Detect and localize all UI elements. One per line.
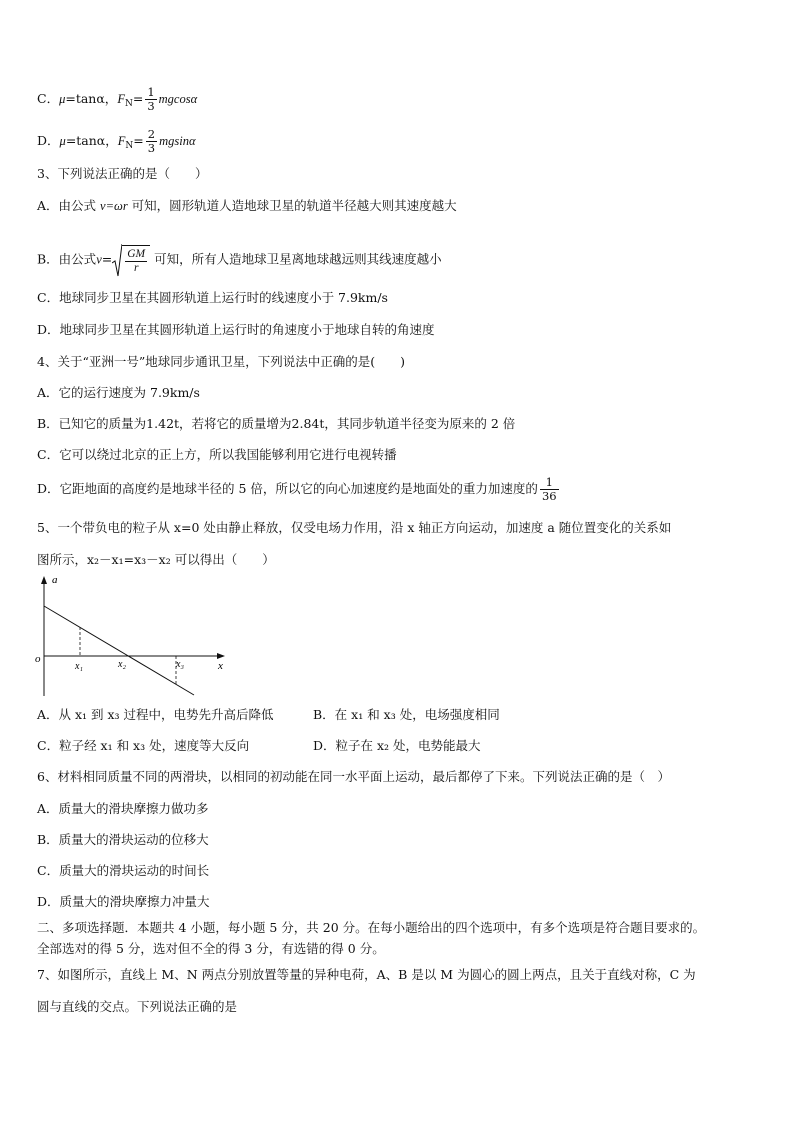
x3-label: x₃ bbox=[176, 659, 184, 670]
x1-label: x₁ bbox=[75, 661, 83, 672]
q3-stem: 3、下列说法正确的是（ ） bbox=[37, 166, 208, 181]
x-axis-arrow bbox=[217, 653, 225, 659]
q4-option-c: C．它可以绕过北京的正上方，所以我国能够利用它进行电视转播 bbox=[37, 447, 397, 462]
q5-option-a: A．从 x₁ 到 x₃ 过程中，电势先升高后降低 bbox=[37, 707, 274, 722]
q5-stem-line2: 图所示，x₂－x₁=x₃－x₂ 可以得出（ ） bbox=[37, 552, 275, 567]
q4-option-b: B．已知它的质量为1.42t，若将它的质量增为2.84t，其同步轨道半径变为原来的 2 倍 bbox=[37, 416, 516, 431]
q3-option-a: A．由公式 v=ωr 可知，圆形轨道人造地球卫星的轨道半径越大则其速度越大 bbox=[37, 198, 457, 213]
q3-option-d: D．地球同步卫星在其圆形轨道上运行时的角速度小于地球自转的角速度 bbox=[37, 322, 435, 337]
q5-options-row1 bbox=[37, 707, 500, 723]
q7-stem-line2: 圆与直线的交点。下列说法正确的是 bbox=[37, 999, 238, 1014]
section2-line1: 二、多项选择题．本题共 4 小题，每小题 5 分，共 20 分。在每小题给出的四个选项中，有多个选项是符合题目要求的。 bbox=[37, 920, 706, 935]
q6-stem: 6、材料相同质量不同的两滑块，以相同的初动能在同一水平面上运动，最后都停了下来。下列说法正确的是（ ） bbox=[37, 769, 670, 784]
q6-option-a: A．质量大的滑块摩擦力做功多 bbox=[37, 801, 209, 816]
q7-stem-line1: 7、如图所示，直线上 M、N 两点分别放置等量的异种电荷，A、B 是以 M 为圆心的圆上两点，且关于直线对称，C 为 bbox=[37, 967, 696, 982]
fraction-two-thirds: $\frac{2}{3}$ bbox=[147, 127, 156, 155]
q6-option-d: D．质量大的滑块摩擦力冲量大 bbox=[37, 894, 210, 909]
axis-x-label: x bbox=[218, 660, 223, 672]
q5-acceleration-graph bbox=[30, 574, 230, 699]
section2-line2: 全部选对的得 5 分，选对但不全的得 3 分，有选错的得 0 分。 bbox=[37, 941, 385, 956]
y-axis-arrow bbox=[41, 576, 47, 584]
q2-option-d: D．μ=tanα，$F_N=$ $\frac{2}{3}$ mgsinα bbox=[37, 127, 196, 155]
q5-option-d: D．粒子在 x₂ 处，电势能最大 bbox=[313, 738, 481, 753]
sqrt-gm-over-r: $\frac{GM}{r}$ bbox=[112, 243, 150, 277]
x2-label: x₂ bbox=[118, 659, 126, 670]
q6-option-c: C．质量大的滑块运动的时间长 bbox=[37, 863, 210, 878]
q4-stem: 4、关于“亚洲一号”地球同步通讯卫星，下列说法中正确的是( ) bbox=[37, 354, 405, 369]
q5-stem-line1: 5、一个带负电的粒子从 x=0 处由静止释放，仅受电场力作用，沿 x 轴正方向运动，加速度 a 随位置变化的关系如 bbox=[37, 520, 672, 535]
q3-option-c: C．地球同步卫星在其圆形轨道上运行时的线速度小于 7.9km/s bbox=[37, 290, 388, 305]
q6-option-b: B．质量大的滑块运动的位移大 bbox=[37, 832, 209, 847]
q4-option-d: D．它距地面的高度约是地球半径的 5 倍，所以它的向心加速度约是地面处的重力加速度的 $\frac{1}{36}$ bbox=[37, 475, 557, 503]
q4-option-a: A．它的运行速度为 7.9km/s bbox=[37, 385, 200, 400]
q5-option-c: C．粒子经 x₁ 和 x₃ 处，速度等大反向 bbox=[37, 738, 250, 753]
q5-option-b: B．在 x₁ 和 x₃ 处，电场强度相同 bbox=[313, 707, 500, 722]
origin-label: o bbox=[35, 653, 41, 665]
axis-y-label: a bbox=[52, 574, 58, 586]
fraction-one-thirtysixth: $\frac{1}{36}$ bbox=[541, 475, 557, 503]
fraction-one-third: $\frac{1}{3}$ bbox=[147, 85, 155, 113]
q3-option-b: B．由公式v= $\frac{GM}{r}$ 可知，所有人造地球卫星离地球越远则其线速度越小 bbox=[37, 243, 442, 277]
a-x-line bbox=[44, 606, 194, 695]
q2-option-c: C．μ=tanα，$F_N=$ $\frac{1}{3}$ mgcosα bbox=[37, 85, 198, 113]
q5-options-row2 bbox=[37, 738, 481, 754]
